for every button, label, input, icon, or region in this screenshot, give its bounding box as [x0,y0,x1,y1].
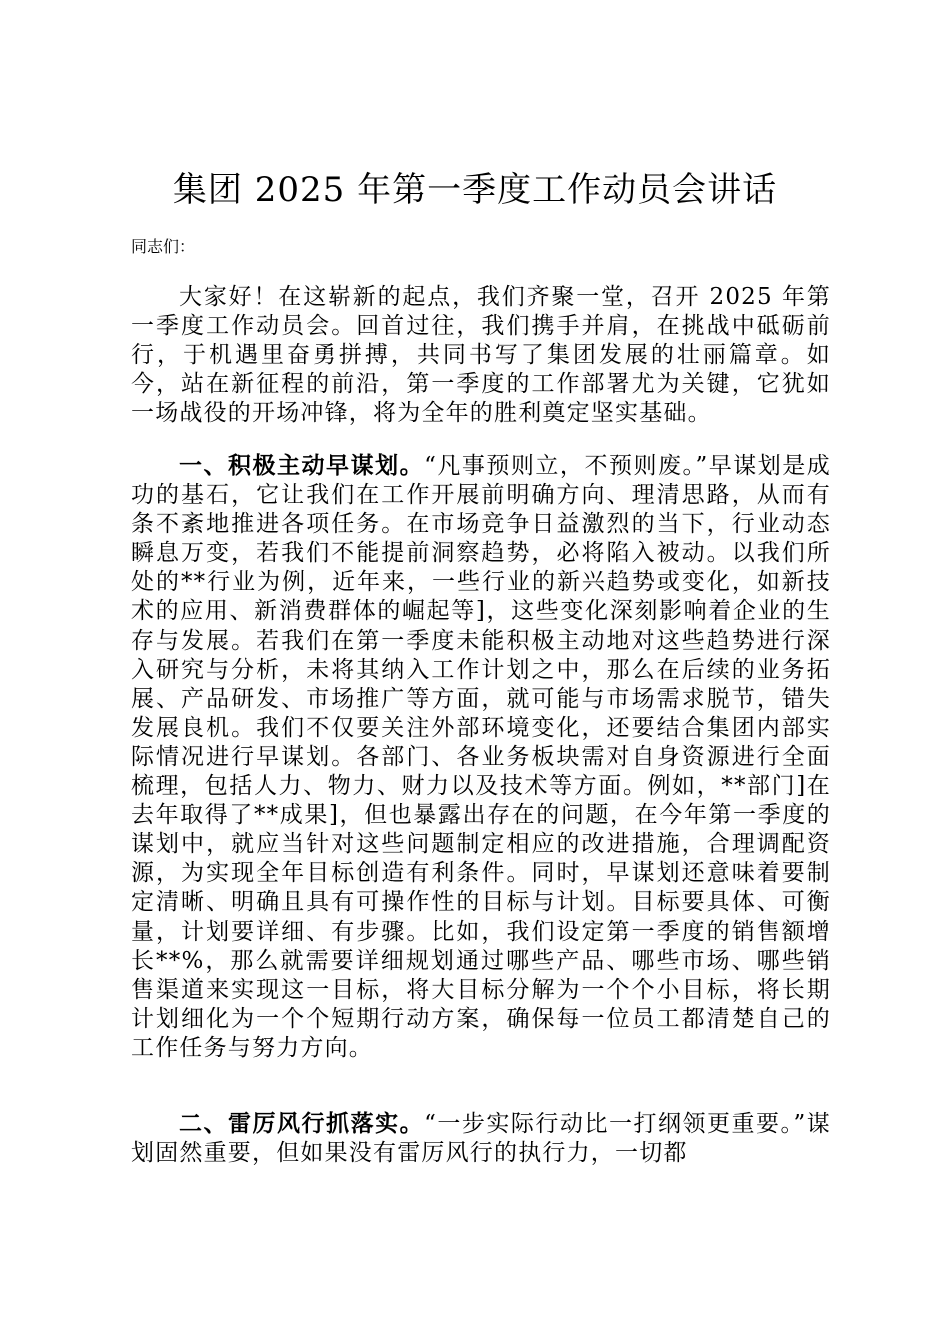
paragraph-body [131,283,831,428]
greeting: 同志们： [131,237,196,256]
paragraph-intro [131,283,831,428]
paragraph-section-2 [131,1109,831,1168]
paragraph-section-1 [131,451,831,1063]
paragraph-body [131,451,831,1063]
paragraph-text: 大家好！在这崭新的起点，我们齐聚一堂，召开 2025 年第一季度工作动员会。回首过往，我们携手并肩，在挑战中砥砺前行，于机遇里奋勇拼搏，共同书写了集团发展的壮丽篇章。如今，站在新征程的前沿，第一季度的工作部署尤为关键，它犹如一场战役的开场冲锋，将为全年的胜利奠定坚实基础。 [131,284,831,427]
section-heading: 二、雷厉风行抓落实。 [179,1110,425,1137]
section-heading: 一、积极主动早谋划。 [179,452,425,479]
paragraph-body [131,1109,831,1168]
paragraph-text: “凡事预则立，不预则废。”早谋划是成功的基石，它让我们在工作开展前明确方向、理清思路，从而有条不紊地推进各项任务。在市场竞争日益激烈的当下，行业动态瞬息万变，若我们不能提前洞察趋势，必将陷入被动。以我们所处的**行业为例，近年来，一些行业的新兴趋势或变化，如新技术的应用、新消费群体的崛起等]，这些变化深刻影响着企业的生存与发展。若我们在第一季度未能积极主动地对这些趋势进行深入研究与分析，未将其纳入工作计划之中，那么在后续的业务拓展、产品研发、市场推广等方面，就可能与市场需求脱节，错失发展良机。我们不仅要关注外部环境变化，还要结合集团内部实际情况进行早谋划。各部门、各业务板块需对自身资源进行全面梳理，包括人力、物力、财力以及技术等方面。例如，**部门]在去年取得了**成果]，但也暴露出存在的问题，在今年第一季度的谋划中，就应当针对这些问题制定相应的改进措施，合理调配资源，为实现全年目标创造有利条件。同时，早谋划还意味着要制定清晰、明确且具有可操作性的目标与计划。目标要具体、可衡量，计划要详细、有步骤。比如，我们设定第一季度的销售额增长**%，那么就需要详细规划通过哪些产品、哪些市场、哪些销售渠道来实现这一目标，将大目标分解为一个个小目标，将长期计划细化为一个个短期行动方案，确保每一位员工都清楚自己的工作任务与努力方向。 [131,453,831,1061]
paragraph-text: “一步实际行动比一打纲领更重要。”谋划固然重要，但如果没有雷厉风行的执行力，一切都 [131,1111,831,1167]
document-title: 集团 2025 年第一季度工作动员会讲话 [172,170,778,210]
